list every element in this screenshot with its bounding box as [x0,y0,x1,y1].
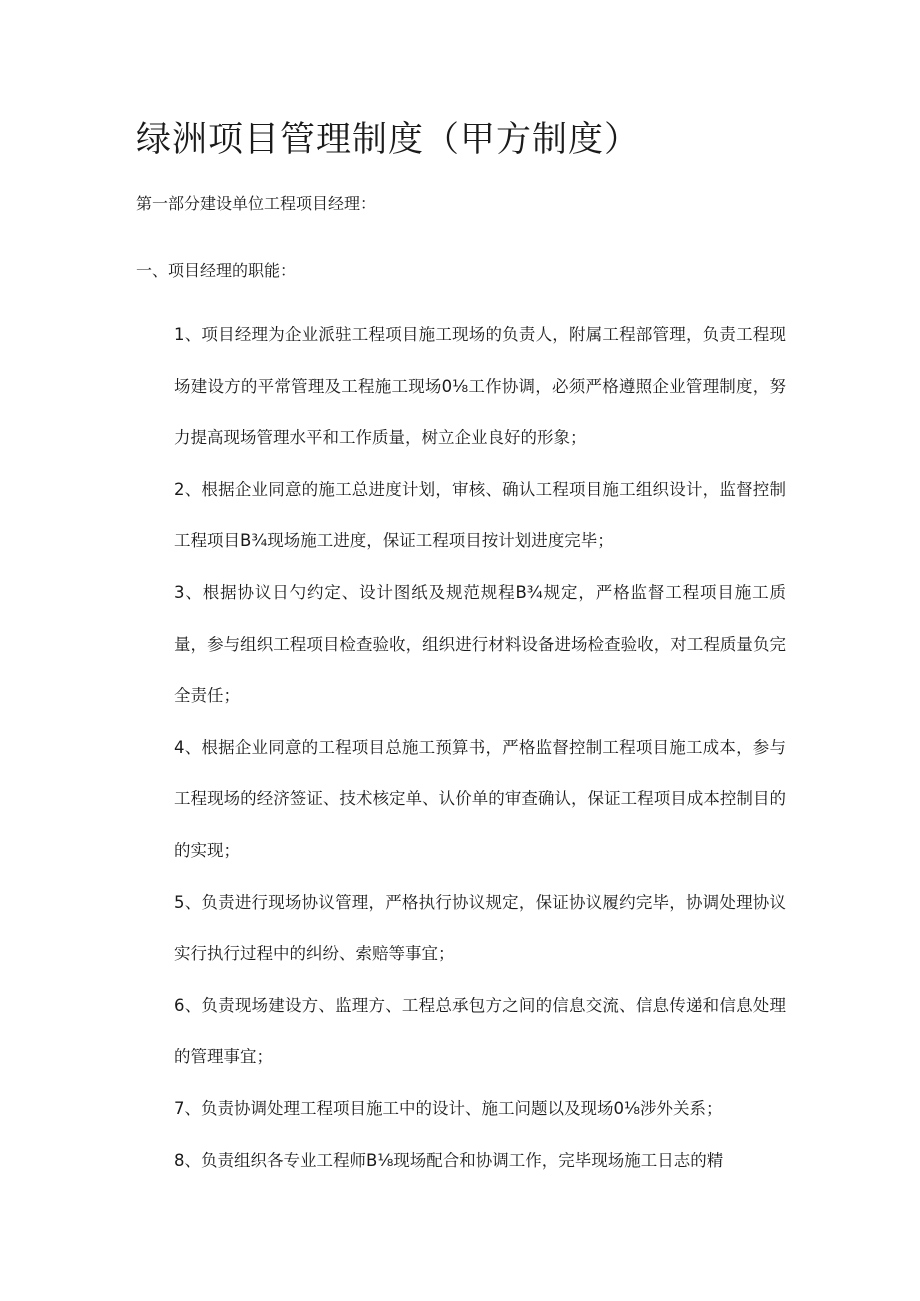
duty-item-6: 6、负责现场建设方、监理方、工程总承包方之间的信息交流、信息传递和信息处理的管理事宜； [174,995,786,1067]
duties-list [174,309,786,1186]
duty-item-3: 3、根据协议日勺约定、设计图纸及规范规程B¾规定，严格监督工程项目施工质量，参与组织工程项目检查验收，组织进行材料设备进场检查验收，对工程质量负完全责任； [174,582,786,706]
duty-item-4: 4、根据企业同意的工程项目总施工预算书，严格监督控制工程项目施工成本，参与工程现场的经济签证、技术核定单、认价单的审查确认，保证工程项目成本控制目的的实现； [174,737,786,860]
duty-item-8: 8、负责组织各专业工程师B⅛现场配合和协调工作，完毕现场施工日志的精 [174,1150,724,1170]
duty-item-7: 7、负责协调处理工程项目施工中的设计、施工问题以及现场0⅛涉外关系； [174,1098,723,1118]
document-title: 绿洲项目管理制度（甲方制度） [136,120,641,160]
section-heading: 第一部分建设单位工程项目经理： [136,194,377,213]
duty-item-2: 2、根据企业同意的施工总进度计划，审核、确认工程项目施工组织设计，监督控制工程项目B¾现场施工进度，保证工程项目按计划进度完毕； [174,479,786,551]
duty-item-1: 1、项目经理为企业派驻工程项目施工现场的负责人，附属工程部管理，负责工程现场建设方的平常管理及工程施工现场0⅛工作协调，必须严格遵照企业管理制度，努力提高现场管理水平和工作质量，树立企业良好的形象； [174,325,786,448]
subsection-heading: 一、项目经理的职能： [136,261,297,280]
duty-item-5: 5、负责进行现场协议管理，严格执行协议规定，保证协议履约完毕，协调处理协议实行执行过程中的纠纷、索赔等事宜； [174,892,786,964]
